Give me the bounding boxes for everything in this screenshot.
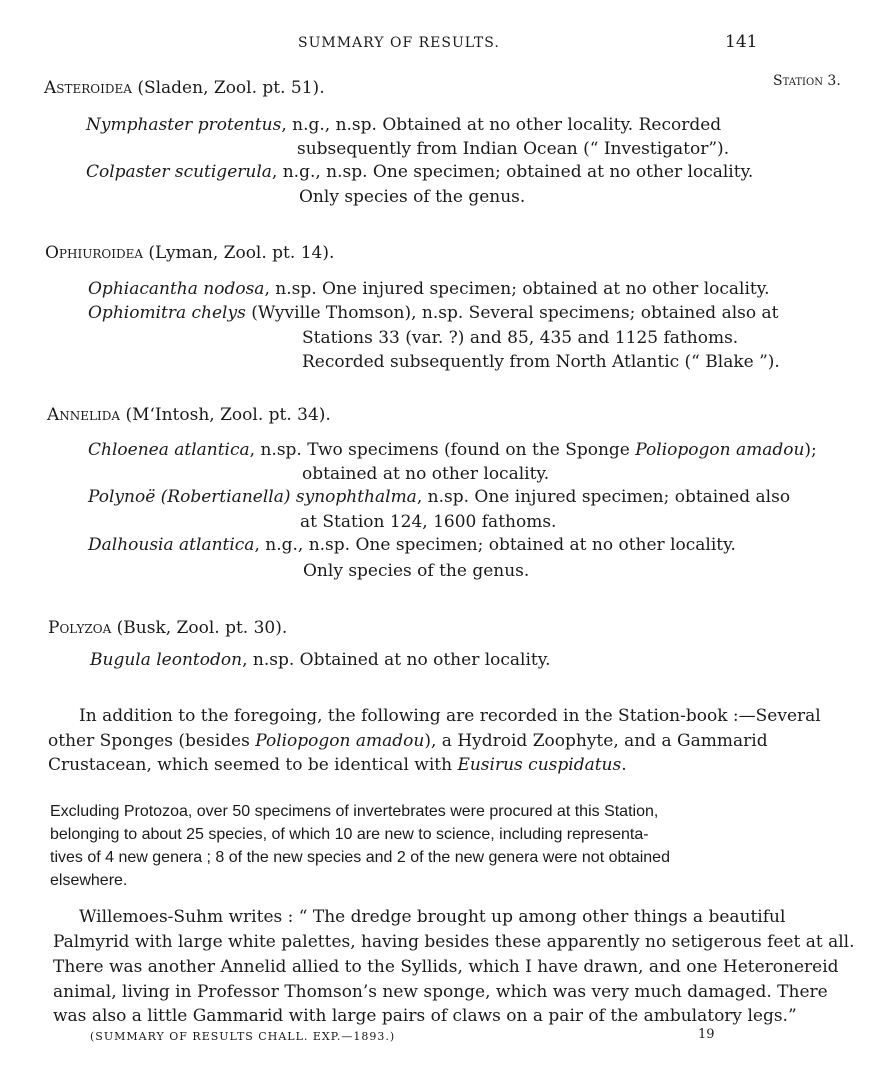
section-heading-asteroidea bbox=[44, 78, 325, 98]
group-name: Ophiuroidea bbox=[45, 243, 143, 263]
species-description-end: ); bbox=[804, 440, 817, 460]
species-continuation: obtained at no other locality. bbox=[302, 464, 550, 484]
quote-line: Willemoes-Suhm writes : “ The dredge brought up among other things a beautiful bbox=[79, 907, 786, 927]
group-name: Asteroidea bbox=[44, 78, 132, 98]
species-entry bbox=[88, 279, 770, 299]
summary-line: Excluding Protozoa, over 50 specimens of invertebrates were procured at this Station, bbox=[50, 803, 659, 820]
section-heading-polyzoa bbox=[48, 618, 287, 638]
species-name: Chloenea atlantica bbox=[88, 440, 250, 460]
text-run: Crustacean, which seemed to be identical with bbox=[48, 755, 458, 775]
summary-line: elsewhere. bbox=[50, 872, 128, 889]
quote-line: was also a little Gammarid with large pairs of claws on a pair of the ambulatory legs.” bbox=[53, 1006, 797, 1026]
text-run: other Sponges (besides bbox=[48, 731, 256, 751]
group-authority: (Lyman, Zool. pt. 14). bbox=[143, 243, 335, 263]
paragraph-line bbox=[48, 755, 627, 775]
species-continuation: Only species of the genus. bbox=[303, 561, 530, 581]
section-heading-annelida bbox=[47, 405, 331, 425]
species-name: Poliopogon amadou bbox=[255, 731, 425, 751]
text-run: ), a Hydroid Zoophyte, and a Gammarid bbox=[424, 731, 768, 751]
running-title: SUMMARY OF RESULTS. bbox=[298, 35, 500, 51]
group-authority: (Busk, Zool. pt. 30). bbox=[111, 618, 288, 638]
species-description: , n.g., n.sp. Obtained at no other locality. Recorded bbox=[281, 115, 722, 135]
summary-line: belonging to about 25 species, of which 10 are new to science, including representa- bbox=[50, 826, 649, 843]
quote-line: There was another Annelid allied to the Syllids, which I have drawn, and one Heteronereid bbox=[53, 957, 839, 977]
section-heading-ophiuroidea bbox=[45, 243, 334, 263]
species-description: , n.sp. Obtained at no other locality. bbox=[242, 650, 551, 670]
species-entry bbox=[88, 487, 790, 507]
species-continuation: at Station 124, 1600 fathoms. bbox=[300, 512, 557, 532]
species-name: Dalhousia atlantica bbox=[88, 535, 255, 555]
paragraph-line: In addition to the foregoing, the following are recorded in the Station-book :—Several bbox=[79, 706, 821, 726]
page-number: 141 bbox=[725, 32, 758, 52]
group-authority: (M‘Intosh, Zool. pt. 34). bbox=[120, 405, 331, 425]
text-run: . bbox=[621, 755, 627, 775]
species-description: , n.sp. Two specimens (found on the Sponge bbox=[249, 440, 636, 460]
species-entry bbox=[90, 650, 551, 670]
summary-line: tives of 4 new genera ; 8 of the new species and 2 of the new genera were not obtained bbox=[50, 849, 670, 866]
species-entry bbox=[88, 303, 778, 323]
species-description: , n.g., n.sp. One specimen; obtained at no other locality. bbox=[254, 535, 736, 555]
species-name: Ophiomitra chelys bbox=[88, 303, 246, 323]
quote-line: Palmyrid with large white palettes, having besides these apparently no setigerous feet at all. bbox=[53, 932, 855, 952]
species-name: Polynoë (Robertianella) synophthalma bbox=[88, 487, 417, 507]
group-authority: (Sladen, Zool. pt. 51). bbox=[131, 78, 325, 98]
footer-note: (SUMMARY OF RESULTS CHALL. EXP.—1893.) bbox=[90, 1030, 396, 1043]
paragraph-line bbox=[48, 731, 768, 751]
species-entry bbox=[86, 162, 753, 182]
species-entry bbox=[88, 535, 736, 555]
host-species: Poliopogon amadou bbox=[635, 440, 805, 460]
group-name: Polyzoa bbox=[48, 618, 112, 638]
species-name: Ophiacantha nodosa bbox=[88, 279, 265, 299]
species-entry bbox=[88, 440, 817, 460]
species-description: , n.g., n.sp. One specimen; obtained at no other locality. bbox=[271, 162, 754, 182]
station-label: Station 3. bbox=[773, 73, 841, 89]
group-name: Annelida bbox=[47, 405, 121, 425]
species-description: (Wyville Thomson), n.sp. Several specimens; obtained also at bbox=[245, 303, 779, 323]
species-name: Colpaster scutigerula bbox=[86, 162, 272, 182]
species-continuation: subsequently from Indian Ocean (“ Investigator”). bbox=[297, 139, 730, 159]
species-continuation: Stations 33 (var. ?) and 85, 435 and 1125 fathoms. bbox=[302, 328, 739, 348]
species-entry bbox=[86, 115, 721, 135]
species-name: Bugula leontodon bbox=[90, 650, 243, 670]
species-description: , n.sp. One injured specimen; obtained also bbox=[416, 487, 791, 507]
species-continuation: Only species of the genus. bbox=[299, 187, 526, 207]
species-continuation: Recorded subsequently from North Atlantic (“ Blake ”). bbox=[302, 352, 780, 372]
species-description: , n.sp. One injured specimen; obtained at no other locality. bbox=[264, 279, 770, 299]
species-name: Nymphaster protentus bbox=[86, 115, 282, 135]
species-name: Eusirus cuspidatus bbox=[457, 755, 622, 775]
quote-line: animal, living in Professor Thomson’s new sponge, which was very much damaged. There bbox=[53, 982, 828, 1002]
signature-mark: 19 bbox=[698, 1027, 715, 1042]
